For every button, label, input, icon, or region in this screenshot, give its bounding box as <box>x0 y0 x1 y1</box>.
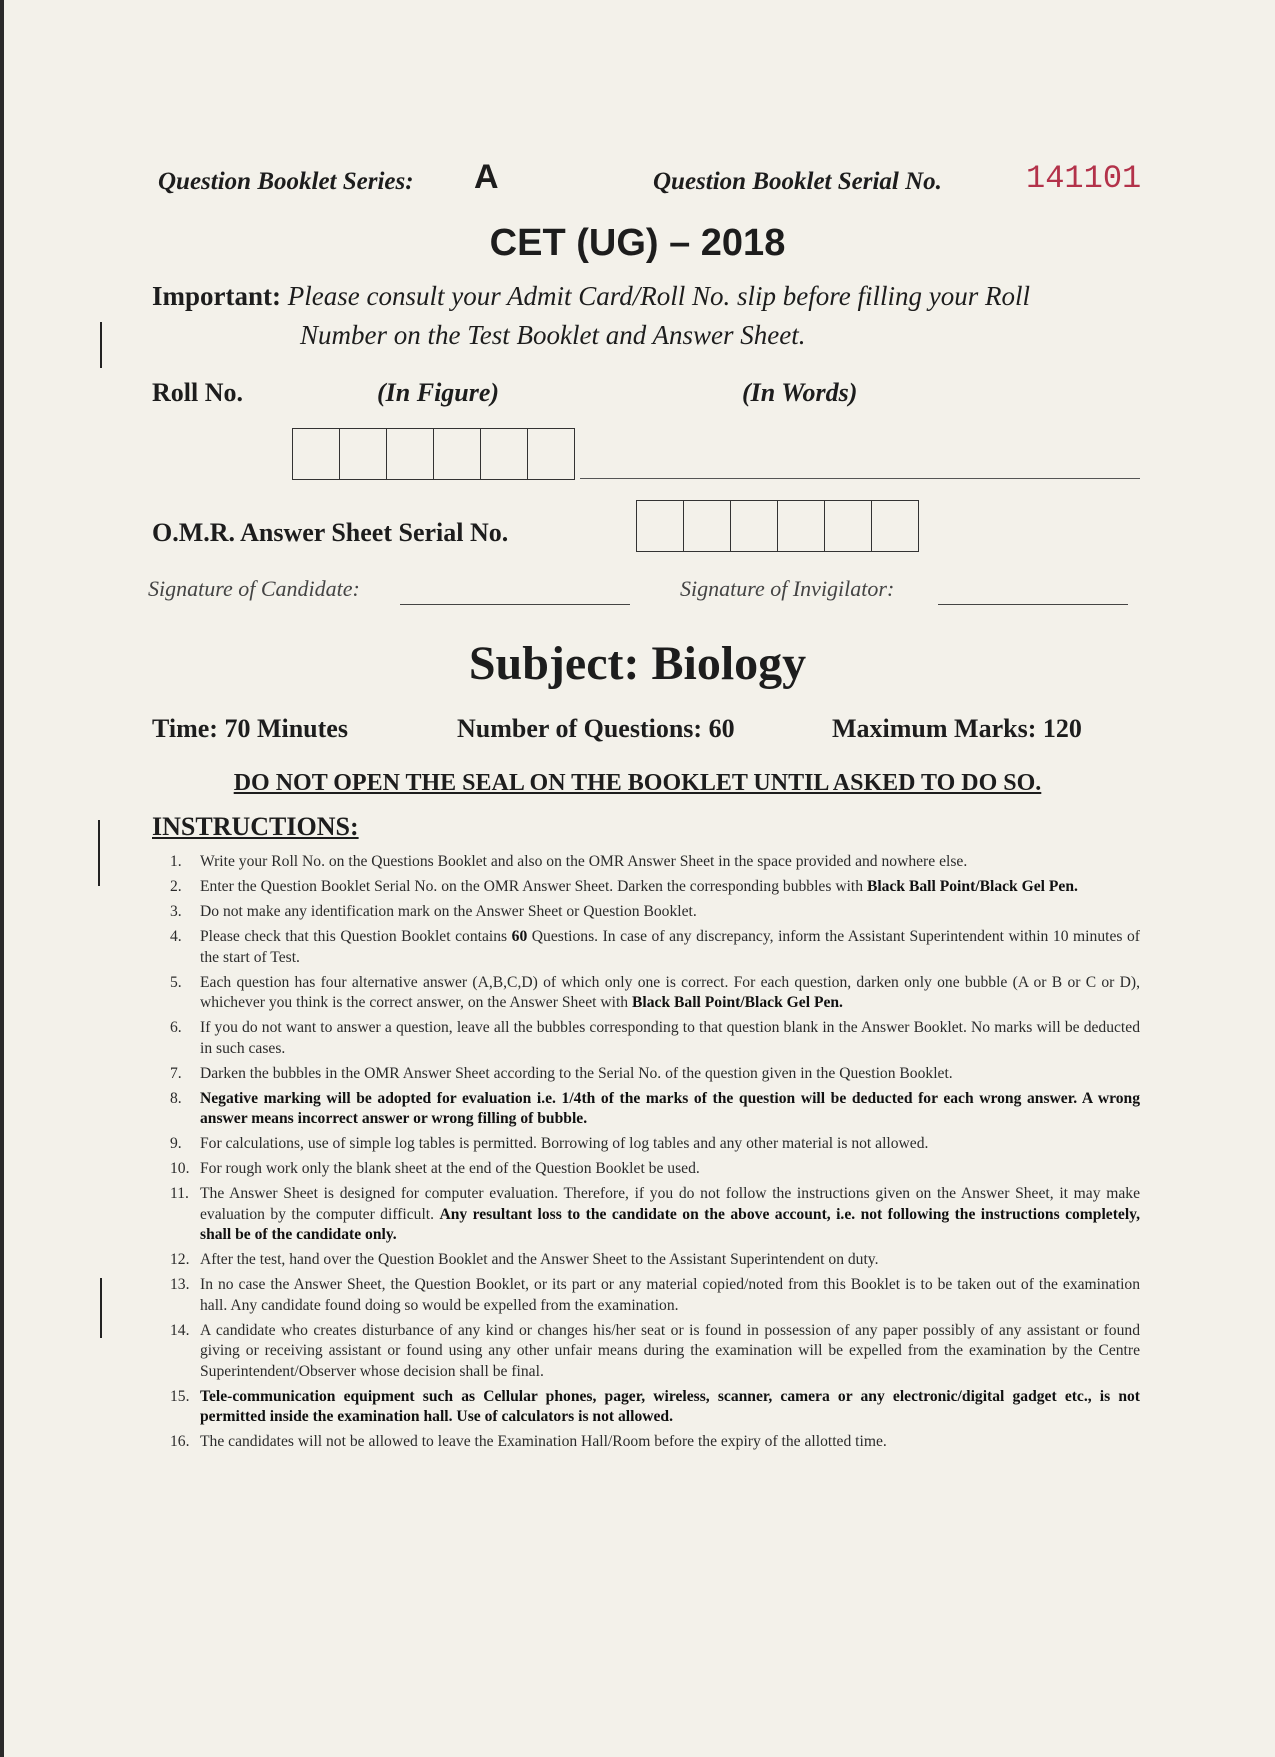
omr-digit-box[interactable] <box>778 501 825 551</box>
instruction-text: Each question has four alternative answer (A,B,C,D) of which only one is correct. For each question, darken only one bubble (A or B or C or D), whichever you think is the correct answer, on the Answer Sheet with <box>200 973 1140 1011</box>
instruction-number: 12. <box>170 1251 190 1268</box>
roll-digit-box[interactable] <box>434 429 481 479</box>
margin-mark <box>100 1278 102 1338</box>
questions-info: Number of Questions: 60 <box>457 714 735 743</box>
roll-digit-box[interactable] <box>387 429 434 479</box>
omr-digit-box[interactable] <box>731 501 778 551</box>
instruction-item <box>170 1018 1140 1059</box>
omr-digit-box[interactable] <box>684 501 731 551</box>
instruction-number: 10. <box>170 1160 190 1177</box>
instruction-number: 7. <box>170 1064 182 1082</box>
max-marks-info: Maximum Marks: 120 <box>832 714 1082 743</box>
instruction-item <box>170 1134 1140 1155</box>
instruction-item <box>170 1275 1140 1316</box>
instruction-text: Please check that this Question Booklet contains <box>200 928 512 945</box>
instruction-item <box>170 973 1140 1014</box>
omr-digit-box[interactable] <box>825 501 872 551</box>
instruction-number: 15. <box>170 1387 190 1405</box>
instruction-text: Any resultant loss to the candidate on the above account, i.e. not following the instructions completely, shall be of the candidate only. <box>200 1205 1140 1243</box>
instruction-text: Black Ball Point/Black Gel Pen. <box>866 878 1078 895</box>
instruction-item <box>170 1159 1140 1180</box>
important-note <box>152 277 1142 355</box>
omr-serial-boxes[interactable] <box>636 500 919 552</box>
instruction-item <box>170 1387 1140 1428</box>
in-words-label: (In Words) <box>742 378 858 407</box>
roll-number-boxes[interactable] <box>292 428 575 480</box>
instruction-text: A candidate who creates disturbance of any kind or changes his/her seat or is found in possession of any paper possibly of any assistant or found giving or receiving assistant or found using any other unfair means during the examination will be expelled from the examination by the Centre Superintendent/Observer whose decision shall be final. <box>200 1321 1140 1380</box>
instruction-number: 1. <box>170 853 182 870</box>
instruction-item <box>170 927 1140 968</box>
instruction-text: For rough work only the blank sheet at the end of the Question Booklet be used. <box>200 1160 700 1177</box>
omr-digit-box[interactable] <box>872 501 918 551</box>
instruction-item <box>170 1250 1140 1271</box>
instruction-text: After the test, hand over the Question Booklet and the Answer Sheet to the Assistant Superintendent on duty. <box>200 1251 879 1268</box>
seal-warning: DO NOT OPEN THE SEAL ON THE BOOKLET UNTIL ASKED TO DO SO. <box>233 770 1042 796</box>
candidate-signature-line[interactable] <box>400 604 630 605</box>
instruction-number: 11. <box>170 1185 189 1202</box>
omr-digit-box[interactable] <box>637 501 684 551</box>
important-line-1: Please consult your Admit Card/Roll No. slip before filling your Roll <box>287 281 1030 311</box>
roll-number-row <box>152 378 1142 414</box>
roll-words-line[interactable] <box>580 478 1140 479</box>
subject-title: Subject: Biology <box>468 637 807 690</box>
instruction-item <box>170 1432 1140 1453</box>
instruction-text: In no case the Answer Sheet, the Question Booklet, or its part or any material copied/noted from this Booklet is to be taken out of the examination hall. Any candidate found doing so would be expelled from the examination. <box>200 1276 1140 1314</box>
instruction-text: For calculations, use of simple log tables is permitted. Borrowing of log tables and any other material is not allowed. <box>200 1135 929 1152</box>
instruction-text: Negative marking will be adopted for evaluation i.e. 1/4th of the marks of the question will be deducted for each wrong answer. A wrong answer means incorrect answer or wrong filling of bubble. <box>200 1089 1140 1127</box>
roll-digit-box[interactable] <box>481 429 528 479</box>
exam-meta-row <box>152 714 1152 750</box>
instruction-number: 4. <box>170 928 182 945</box>
candidate-signature-label: Signature of Candidate: <box>148 576 360 601</box>
instruction-text: If you do not want to answer a question, leave all the bubbles corresponding to that question blank in the Answer Booklet. No marks will be deducted in such cases. <box>200 1019 1140 1057</box>
time-info: Time: 70 Minutes <box>152 714 348 743</box>
instruction-text: Questions. In case of any discrepancy, inform the Assistant Superintendent within 10 minutes of the start of Test. <box>200 928 1140 966</box>
instructions-list <box>170 852 1140 1457</box>
instruction-text: The candidates will not be allowed to leave the Examination Hall/Room before the expiry of the allotted time. <box>200 1433 887 1450</box>
series-value: A <box>474 158 499 196</box>
instruction-item <box>170 902 1140 923</box>
instruction-number: 14. <box>170 1321 190 1339</box>
roll-digit-box[interactable] <box>528 429 574 479</box>
in-figure-label: (In Figure) <box>377 378 500 407</box>
instruction-item <box>170 1321 1140 1383</box>
omr-serial-label: O.M.R. Answer Sheet Serial No. <box>152 518 509 547</box>
instruction-number: 2. <box>170 878 182 895</box>
instruction-text: Black Ball Point/Black Gel Pen. <box>632 994 843 1011</box>
signature-row <box>148 576 1148 616</box>
serial-number-stamp: 141101 <box>1026 160 1142 197</box>
instruction-text: Do not make any identification mark on the Answer Sheet or Question Booklet. <box>200 903 697 920</box>
instructions-heading: INSTRUCTIONS: <box>152 812 359 841</box>
serial-label: Question Booklet Serial No. <box>653 168 942 195</box>
instruction-item <box>170 1064 1140 1085</box>
invigilator-signature-line[interactable] <box>938 604 1128 605</box>
instruction-item <box>170 877 1140 898</box>
instruction-number: 16. <box>170 1433 190 1450</box>
instruction-text: Write your Roll No. on the Questions Booklet and also on the OMR Answer Sheet in the space provided and nowhere else. <box>200 853 968 870</box>
instruction-text: 60 <box>511 928 528 945</box>
margin-mark <box>100 322 102 368</box>
series-label: Question Booklet Series: <box>158 168 414 195</box>
invigilator-signature-label: Signature of Invigilator: <box>680 576 895 601</box>
roll-digit-box[interactable] <box>293 429 340 479</box>
instruction-text: Tele-communication equipment such as Cellular phones, pager, wireless, scanner, camera or any electronic/digital gadget etc., is not permitted inside the examination hall. Use of calculators is not allowed. <box>200 1387 1140 1425</box>
exam-title: CET (UG) – 2018 <box>489 222 786 264</box>
instruction-number: 9. <box>170 1135 182 1152</box>
instruction-number: 8. <box>170 1089 182 1107</box>
instruction-number: 13. <box>170 1276 190 1293</box>
instruction-number: 6. <box>170 1019 182 1036</box>
instruction-text: Enter the Question Booklet Serial No. on the OMR Answer Sheet. Darken the corresponding bubbles with <box>200 878 867 895</box>
instruction-text: Darken the bubbles in the OMR Answer Sheet according to the Serial No. of the question given in the Question Booklet. <box>200 1064 953 1082</box>
instruction-number: 3. <box>170 903 182 920</box>
instruction-text: The Answer Sheet is designed for computer evaluation. Therefore, if you do not follow the instructions given on the Answer Sheet, it may make evaluation by the computer difficult. <box>200 1185 1140 1223</box>
instruction-item <box>170 1184 1140 1246</box>
booklet-header <box>158 158 1148 208</box>
roll-digit-box[interactable] <box>340 429 387 479</box>
important-line-2: Number on the Test Booklet and Answer Sheet. <box>300 320 806 351</box>
instruction-item <box>170 1089 1140 1130</box>
instruction-item <box>170 852 1140 873</box>
important-label: Important: <box>152 281 281 311</box>
margin-mark <box>98 820 100 886</box>
roll-label: Roll No. <box>152 378 243 407</box>
instruction-number: 5. <box>170 973 182 991</box>
